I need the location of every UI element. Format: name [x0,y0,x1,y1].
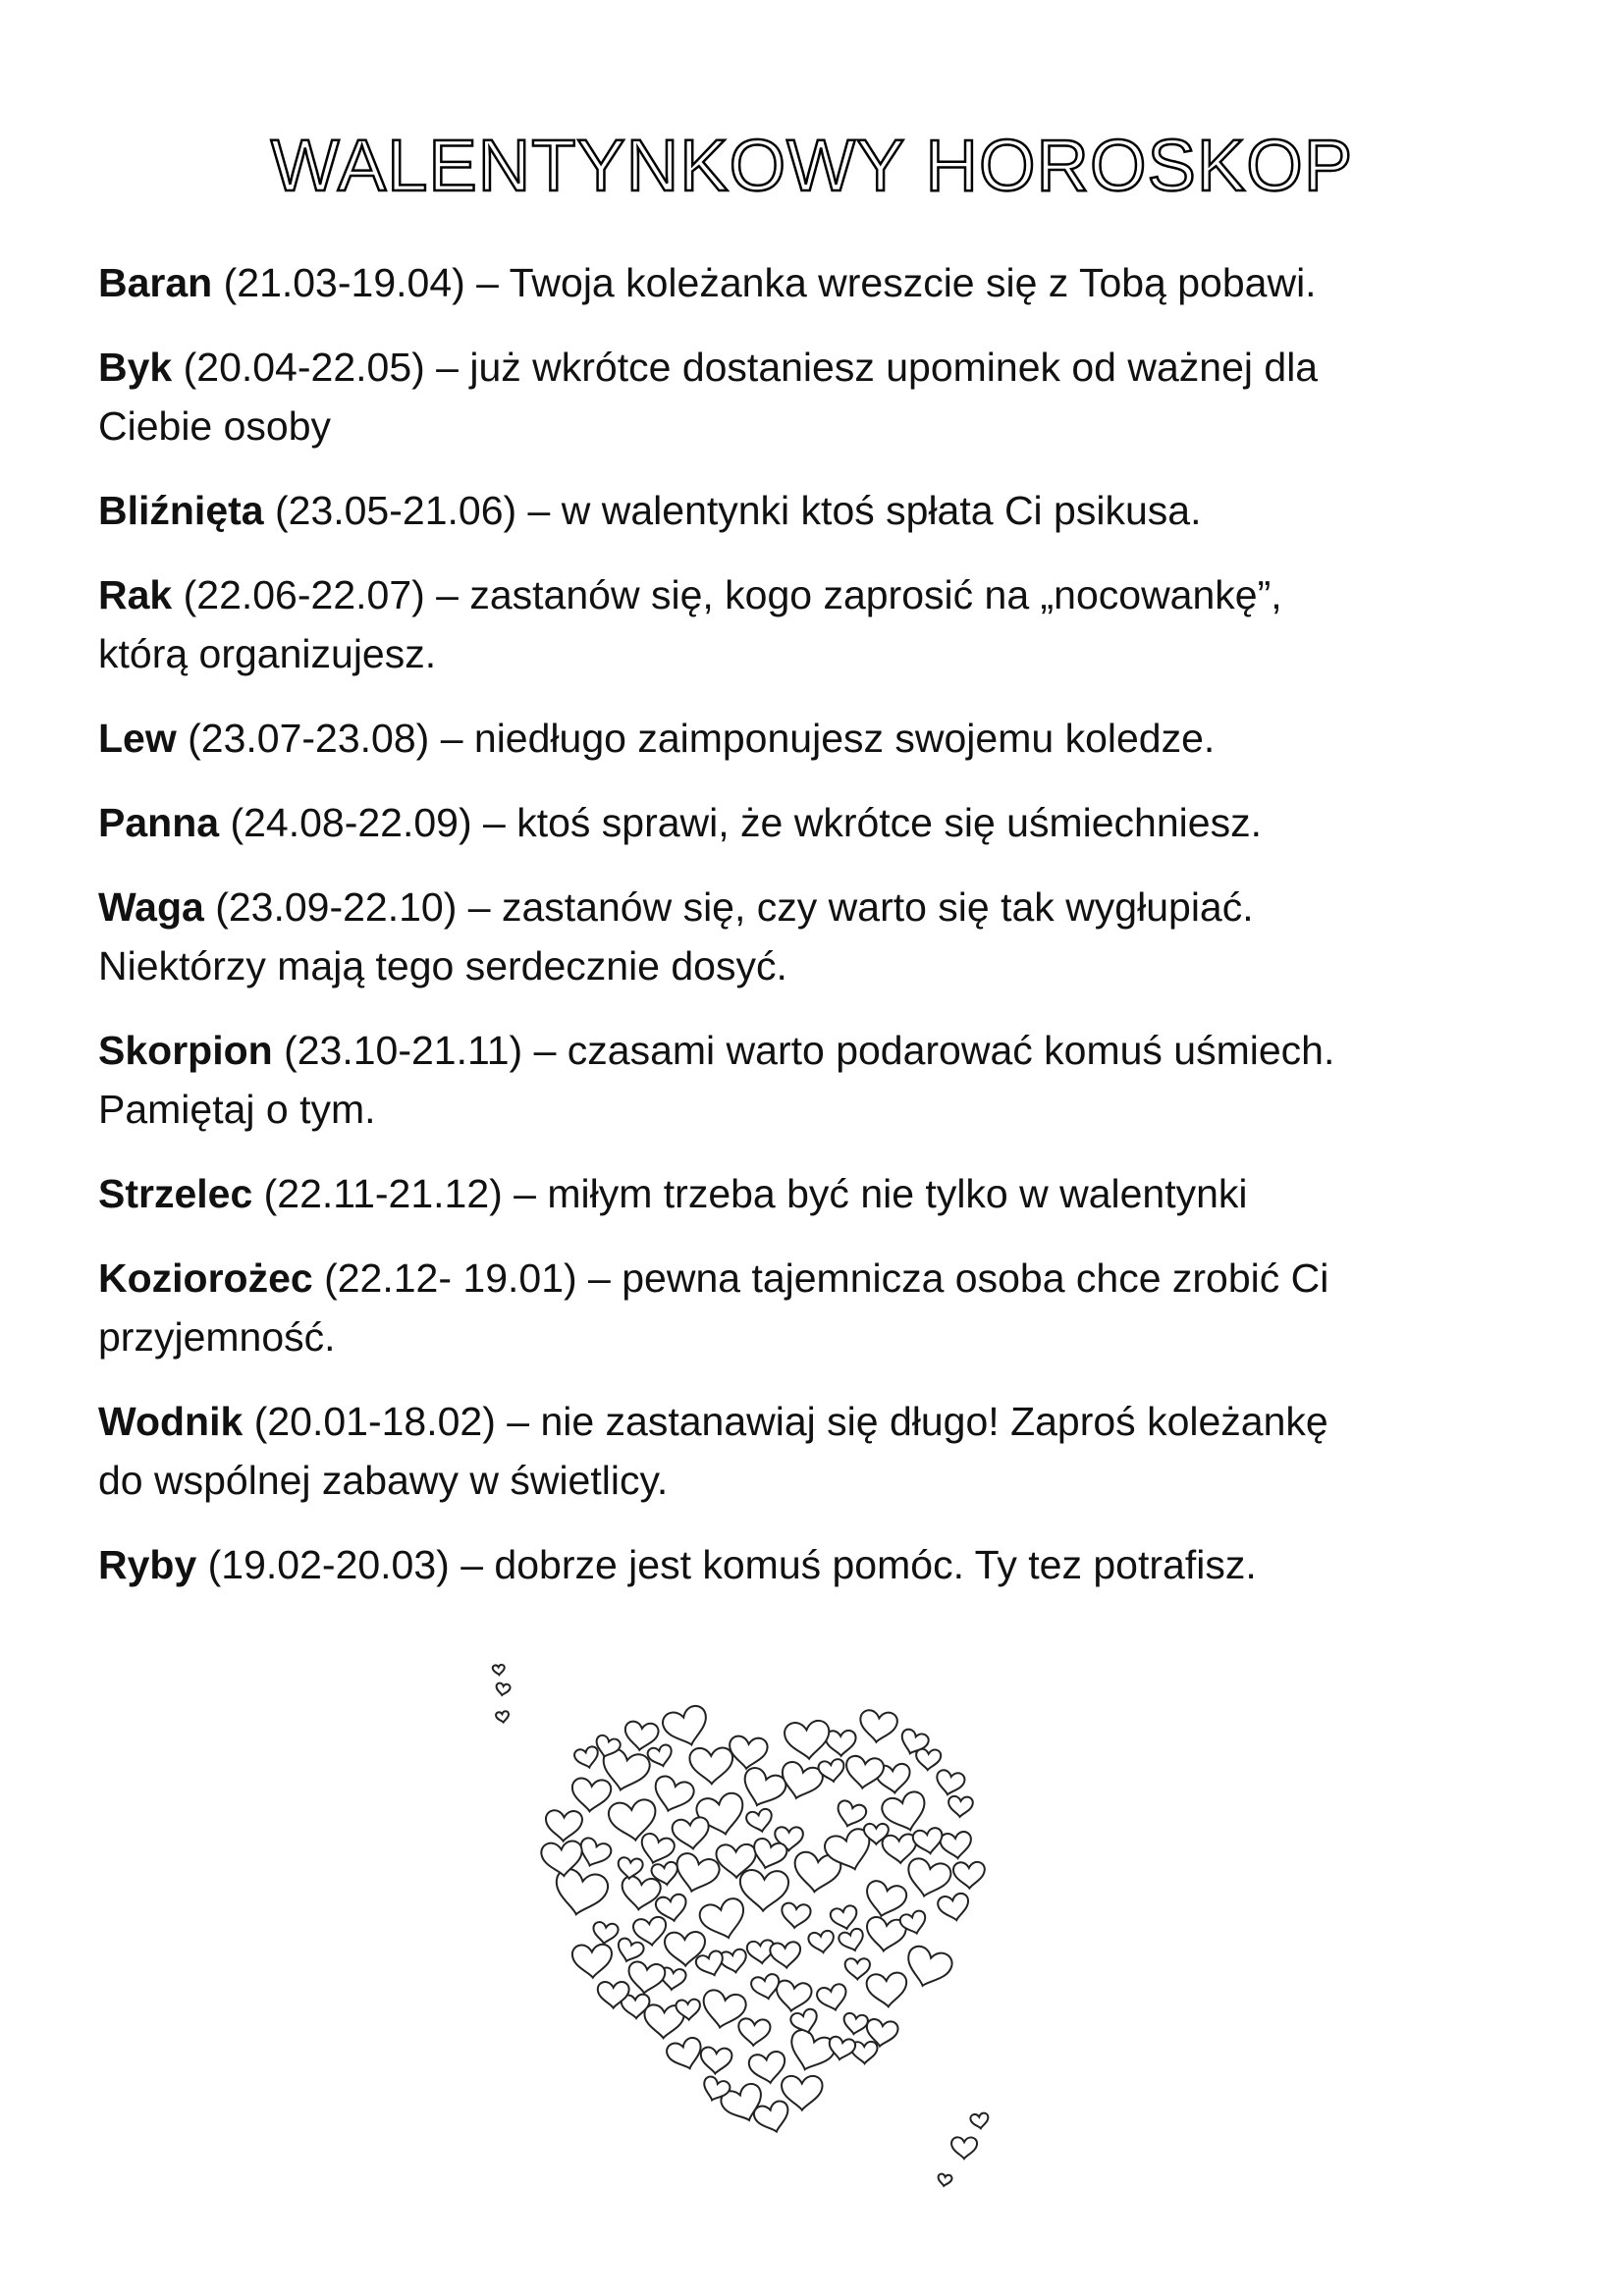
small-heart-icon [915,1748,941,1770]
small-heart-icon [781,1902,812,1929]
small-heart-icon [843,1755,885,1790]
small-heart-icon [697,1896,749,1944]
sign-name: Skorpion [98,1028,273,1073]
small-heart-icon [784,1720,832,1761]
small-heart-icon [953,1862,985,1889]
small-heart-icon [649,1774,696,1816]
small-heart-icon [592,1921,620,1945]
small-heart-icon [808,1930,837,1954]
sign-name: Baran [98,260,213,305]
sign-name: Bliźnięta [98,488,264,533]
small-heart-icon [970,2112,990,2129]
sign-dates: (20.04-22.05) [172,345,425,390]
small-heart-icon [951,2137,977,2159]
page-title: WALENTYNKOWY HOROSKOP [270,125,1354,206]
small-heart-icon [493,1665,506,1676]
sign-dates: (23.10-21.11) [272,1028,523,1073]
horoscope-entry-ryby [98,1535,1532,1594]
horoscope-text-continued: Pamiętaj o tym. [98,1087,376,1132]
small-heart-icon [858,1709,898,1744]
horoscope-entry-waga [98,878,1532,995]
horoscope-text: – niedługo zaimponujesz swojemu koledze. [429,716,1216,761]
small-heart-icon [770,1942,802,1969]
horoscope-text: – zastanów się, czy warto się tak wygłupiać. [457,884,1254,930]
small-heart-icon [661,1703,713,1750]
small-heart-icon [551,1867,610,1919]
horoscope-entry-strzelec [98,1164,1532,1223]
small-heart-icon [841,2012,868,2036]
horoscope-text: – już wkrótce dostaniesz upominek od ważnej dla [424,345,1319,390]
small-heart-icon [834,1799,868,1830]
small-heart-icon [737,1765,788,1812]
small-heart-icon [496,1711,510,1724]
horoscope-text-continued: którą organizujesz. [98,631,437,676]
small-heart-icon [937,1893,972,1924]
small-heart-icon [495,1682,511,1696]
horoscope-text-continued: Ciebie osoby [98,403,332,449]
small-heart-icon [572,1944,613,1978]
small-heart-icon [947,1796,973,1818]
small-heart-icon [689,1747,732,1784]
sign-name: Koziorożec [98,1255,313,1301]
horoscope-entry-rak [98,565,1532,683]
horoscope-text: – dobrze jest komuś pomóc. Ty tez potrafisz. [449,1542,1257,1587]
horoscope-text: – zastanów się, kogo zaprosić na „nocowankę”, [424,572,1282,617]
small-heart-icon [862,1879,908,1920]
small-heart-icon [617,1857,643,1880]
sign-dates: (22.11-21.12) [252,1171,503,1216]
sign-dates: (24.08-22.09) [219,800,472,845]
horoscope-entry-baran [98,253,1532,312]
sign-name: Lew [98,716,177,761]
sign-name: Wodnik [98,1399,244,1444]
sign-name: Panna [98,800,220,845]
small-heart-icon [774,1980,813,2014]
sign-name: Waga [98,884,204,930]
small-heart-icon [845,1958,870,1979]
horoscope-text: – Twoja koleżanka wreszcie się z Tobą pobawi. [464,260,1317,305]
sign-dates: (21.03-19.04) [212,260,465,305]
small-heart-icon [737,2018,771,2047]
sign-dates: (23.09-22.10) [203,884,458,930]
heart-of-hearts-icon [491,1659,1041,2209]
small-heart-icon [570,1778,612,1813]
small-heart-icon [739,1869,789,1911]
small-heart-icon [784,2027,838,2076]
small-heart-icon [700,2047,732,2074]
horoscope-text: – pewna tajemnicza osoba chce zrobić Ci [576,1255,1329,1301]
sign-name: Byk [98,345,173,390]
small-heart-icon [671,1851,722,1896]
sign-name: Rak [98,572,173,617]
small-heart-icon [866,1972,908,2008]
horoscope-entry-wodnik [98,1392,1532,1510]
heart-illustration [491,1659,1041,2209]
small-heart-icon [816,1983,850,2013]
small-heart-icon [934,1769,966,1797]
horoscope-entry-blizneta [98,481,1532,540]
small-heart-icon [719,1949,749,1975]
horoscope-entry-byk [98,338,1532,455]
horoscope-list [98,253,1532,1620]
horoscope-text-continued: do wspólnej zabawy w świetlicy. [98,1458,669,1503]
small-heart-icon [901,1944,954,1992]
sign-name: Ryby [98,1542,197,1587]
small-heart-icon [937,2173,952,2187]
small-heart-icon [545,1810,582,1842]
horoscope-text: – w walentynki ktoś spłata Ci psikusa. [516,488,1202,533]
horoscope-entry-skorpion [98,1021,1532,1139]
sign-dates: (19.02-20.03) [196,1542,450,1587]
small-heart-icon [782,2076,823,2110]
sign-dates: (22.06-22.07) [172,572,425,617]
horoscope-text: – czasami warto podarować komuś uśmiech. [522,1028,1335,1073]
horoscope-entry-panna [98,793,1532,852]
small-heart-icon [745,1808,775,1835]
small-heart-icon [838,1927,867,1953]
sign-dates: (20.01-18.02) [243,1399,496,1444]
horoscope-entry-koziorozec [98,1249,1532,1366]
horoscope-text: – nie zastanawiaj się długo! Zaproś koleżankę [495,1399,1328,1444]
small-heart-icon [615,1937,646,1965]
horoscope-text-continued: Niektórzy mają tego serdecznie dosyć. [98,943,787,988]
small-heart-icon [750,1973,783,2002]
horoscope-text: – miłym trzeba być nie tylko w walentynki [502,1171,1248,1216]
horoscope-text: – ktoś sprawi, że wkrótce się uśmiechniesz. [471,800,1262,845]
small-heart-icon [728,1735,769,1771]
horoscope-text-continued: przyjemność. [98,1314,336,1360]
horoscope-entry-lew [98,709,1532,768]
small-heart-icon [573,1745,601,1770]
small-heart-icon [912,1827,946,1856]
sign-dates: (23.05-21.06) [263,488,517,533]
small-heart-icon [826,1731,856,1756]
sign-dates: (23.07-23.08) [176,716,430,761]
sign-dates: (22.12- 19.01) [312,1255,577,1301]
small-heart-icon [672,1816,712,1850]
sign-name: Strzelec [98,1171,253,1216]
small-heart-icon [903,1856,952,1900]
small-heart-icon [940,1831,973,1860]
small-heart-icon [830,1904,860,1932]
small-heart-icon [626,1960,667,1995]
